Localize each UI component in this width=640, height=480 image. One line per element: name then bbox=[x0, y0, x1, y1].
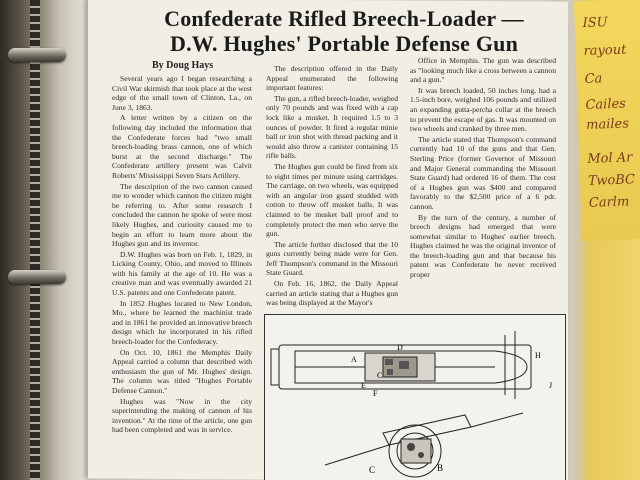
binder-ring-bottom bbox=[8, 270, 66, 284]
article-title-line2: D.W. Hughes' Portable Defense Gun bbox=[169, 31, 519, 56]
figure-label: C bbox=[369, 465, 376, 475]
article-paragraph: The gun, a rifled breech-loader, weighed only 70 pounds and was fixed with a cap lock like a musket. It required 1.5 to 3 ounces of powder. It fired a regular minie ball or iron shot with thread packing and it would also throw a canister containing 15 rifle balls. bbox=[266, 93, 398, 161]
article-paragraph: The description of the two cannon caused me to wonder which cannon the citizen might be referring to. After some research I concluded the cannon he spoke of were most likely Hughes, and curiosity caused me to begin an effort to learn more about the Hughes gun and its inventor. bbox=[112, 181, 252, 249]
article-paragraph: On Oct. 10, 1861 the Memphis Daily Appeal carried a column that described with enthusiasm the gun of Mr. Hughes' design. The column was titled "Hughes Portable Defense Cannon." bbox=[112, 347, 252, 395]
figure-label: J bbox=[549, 381, 553, 390]
figure-label: H bbox=[535, 351, 541, 360]
binder-edge-strip bbox=[30, 0, 40, 480]
article-column-1 bbox=[112, 74, 252, 480]
article-paragraph: A letter written by a citizen on the following day included the information that the Confederate forces had "two small breech-loading brass cannon, one of which burst at the second discharge." The Confederate artillery present was Calvit Roberts' Mississippi Seven Stars Artillery. bbox=[112, 113, 252, 180]
figure-label: D bbox=[397, 343, 403, 352]
article-paragraph: The article stated that Thompson's command currently had 10 of the guns and that Gen. Sterling Price (former Governor of Missouri and Major General commanding the Missouri State Guard) had ordered 16 of them. The cost of a Hughes gun was $400 and compared favorably to the $2,500 price of a 6 pdr. cannon. bbox=[410, 134, 556, 211]
article-title-line1: Confederate Rifled Breech-Loader — bbox=[164, 6, 524, 31]
article-paragraph: Several years ago I began researching a Civil War skirmish that took place at the west edge of the small town of Clinton, La., on June 3, 1863. bbox=[112, 74, 252, 112]
binder-spine bbox=[0, 0, 84, 480]
figure-label: E bbox=[361, 381, 366, 390]
binder-ring-top bbox=[8, 48, 66, 62]
article-column-2 bbox=[266, 64, 398, 324]
figure-label: B bbox=[437, 463, 444, 473]
sticky-note-line: rayout bbox=[583, 42, 627, 59]
patent-drawing-figure bbox=[264, 314, 566, 480]
article-paragraph: Hughes was "Now in the city superintending the making of cannon of his invention." At the time of the article, one gun had been completed and was in service. bbox=[112, 396, 252, 435]
sticky-note-line: TwoBC bbox=[587, 172, 636, 189]
article-paragraph: Office in Memphis. The gun was described as "looking much like a cross between a cannon and a gun." bbox=[410, 56, 556, 85]
article-byline: By Doug Hays bbox=[152, 60, 214, 71]
figure-label: A bbox=[351, 355, 357, 364]
article-paragraph: In 1852 Hughes located to New London, Mo., where he learned the machinist trade and in 1861 he provided an innovative breech design which he incorporated in his rifled breech-loader for the Confederacy. bbox=[112, 298, 252, 347]
article-paragraph: On Feb. 16, 1862, the Daily Appeal carried an article stating that a Hughes gun was being displayed at the Mayor's bbox=[266, 279, 398, 308]
sticky-note-line: Carlm bbox=[588, 194, 630, 211]
article-paragraph: By the turn of the century, a number of breech designs had emerged that were somewhat similar to Hughes' earlier breech. Hughes claimed he was the original inventor of the breech-loading gun and that because his patent was Confederate he never received proper bbox=[410, 212, 556, 280]
article-column-3 bbox=[410, 56, 556, 312]
sticky-note-line: Mol Ar bbox=[587, 150, 633, 167]
patent-drawing bbox=[265, 315, 565, 480]
article-paragraph: The description offered in the Daily Appeal enumerated the following important features: bbox=[266, 64, 398, 93]
article-paragraph: It was breech loaded, 50 inches long, had a 1.5-inch bore, weighed 106 pounds and utilized an expanding gutta-percha collar at the breech to prevent the escape of gas. It was mounted on two wheels and cranked by three men. bbox=[410, 85, 556, 134]
article-paragraph: D.W. Hughes was born on Feb. 1, 1829, in Licking County, Ohio, and moved to Illinois with his family at the age of 10. He was a creative man and was eventually awarded 21 U.S. patents and one Confederate patent. bbox=[112, 249, 252, 298]
sticky-note-line: ISU bbox=[582, 15, 608, 31]
figure-label: F bbox=[373, 389, 378, 398]
article-paragraph: The article further disclosed that the 10 guns currently being made were for Gen. Jeff Thompson's command in the Missouri State Guard. bbox=[266, 239, 398, 278]
article-paragraph: The Hughes gun could be fired from six to eight times per minute using cartridges. The carriage, on two wheels, was equipped with an angular iron guard studded with cotton to throw off musket balls. It was claimed to be musket ball proof and to completely protect the men who serve the gun. bbox=[266, 161, 398, 239]
figure-label: C bbox=[377, 371, 383, 380]
sticky-note-line: mailes bbox=[585, 116, 630, 133]
article-title bbox=[124, 6, 564, 56]
sticky-note-line: Ca bbox=[584, 71, 603, 87]
sticky-note-line: Cailes bbox=[585, 96, 627, 113]
sticky-note bbox=[574, 0, 640, 241]
